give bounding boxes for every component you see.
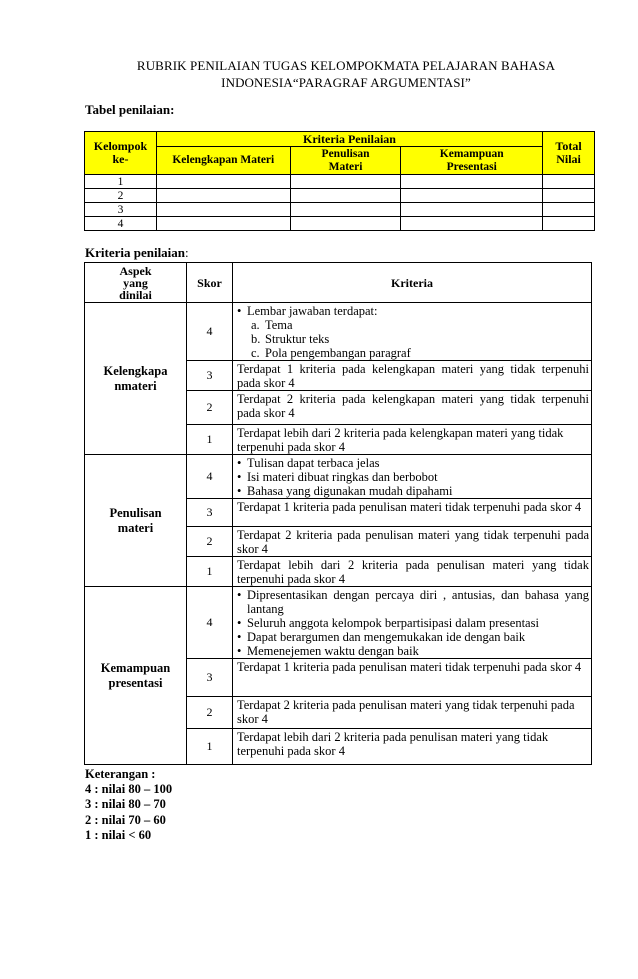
- cell-kemampuan[interactable]: [401, 203, 543, 217]
- table-row: [85, 203, 595, 217]
- kriteria-text: Terdapat 1 kriteria pada kelengkapan materi yang tidak terpenuhi pada skor 4: [233, 361, 592, 391]
- keterangan: [85, 767, 172, 843]
- title-line-1: RUBRIK PENILAIAN TUGAS KELOMPOKMATA PELAJARAN BAHASA: [136, 58, 556, 73]
- kriteria-text: • Lembar jawaban terdapat: a. Tema b. Struktur teks c. Pola pengembangan paragraf: [233, 303, 592, 361]
- aspek-penulisan: Penulisan materi: [85, 455, 187, 587]
- skor-value: 1: [187, 557, 233, 587]
- header-skor: Skor: [187, 263, 233, 303]
- header-kriteria-penilaian: Kriteria Penilaian: [156, 132, 542, 147]
- aspek-kemampuan: Kemampuan presentasi: [85, 587, 187, 765]
- kriteria-text: Terdapat lebih dari 2 kriteria pada penulisan materi yang tidak terpenuhi pada skor 4: [233, 557, 592, 587]
- list-item: 1 : nilai < 60: [85, 827, 152, 842]
- skor-value: 1: [187, 729, 233, 765]
- row-number: 4: [85, 217, 157, 231]
- rubric-row: [85, 303, 592, 361]
- cell-total[interactable]: [543, 175, 595, 189]
- row-number: 3: [85, 203, 157, 217]
- cell-kelengkapan[interactable]: [156, 203, 290, 217]
- kriteria-text: Terdapat 1 kriteria pada penulisan materi tidak terpenuhi pada skor 4: [233, 659, 592, 697]
- skor-value: 4: [187, 303, 233, 361]
- kriteria-text: Terdapat lebih dari 2 kriteria pada penulisan materi yang tidak terpenuhi pada skor 4: [233, 729, 592, 765]
- row-number: 2: [85, 189, 157, 203]
- tabel-penilaian-label: Tabel penilaian:: [85, 102, 175, 117]
- rubric-row: [85, 455, 592, 499]
- cell-kelengkapan[interactable]: [156, 175, 290, 189]
- row-number: 1: [85, 175, 157, 189]
- cell-total[interactable]: [543, 217, 595, 231]
- keterangan-label: Keterangan :: [85, 767, 156, 781]
- skor-value: 3: [187, 659, 233, 697]
- header-aspek: Aspek yang dinilai: [85, 263, 187, 303]
- rubric-row: [85, 587, 592, 659]
- list-item: 3 : nilai 80 – 70: [85, 797, 166, 812]
- table-row: [85, 175, 595, 189]
- table-row: [85, 189, 595, 203]
- header-kelengkapan-materi: Kelengkapan Materi: [156, 147, 290, 175]
- kriteria-text: Terdapat 2 kriteria pada penulisan materi yang tidak terpenuhi pada skor 4: [233, 527, 592, 557]
- cell-total[interactable]: [543, 203, 595, 217]
- kriteria-penilaian-label: Kriteria penilaian:: [85, 245, 189, 260]
- skor-value: 4: [187, 587, 233, 659]
- skor-value: 4: [187, 455, 233, 499]
- kriteria-text: Terdapat 2 kriteria pada kelengkapan materi yang tidak terpenuhi pada skor 4: [233, 391, 592, 425]
- page-title: [96, 57, 596, 91]
- header-kriteria: Kriteria: [233, 263, 592, 303]
- list-item: 2 : nilai 70 – 60: [85, 812, 166, 827]
- cell-kemampuan[interactable]: [401, 175, 543, 189]
- header-kemampuan-presentasi: Kemampuan Presentasi: [401, 147, 543, 175]
- header-kelompok: Kelompok ke-: [85, 132, 157, 175]
- kriteria-text: Terdapat lebih dari 2 kriteria pada kelengkapan materi yang tidak terpenuhi pada skor 4: [233, 425, 592, 455]
- table-row: [85, 217, 595, 231]
- score-table: [84, 131, 595, 231]
- header-total-nilai: Total Nilai: [543, 132, 595, 175]
- cell-kelengkapan[interactable]: [156, 189, 290, 203]
- cell-penulisan[interactable]: [290, 203, 401, 217]
- list-item: 4 : nilai 80 – 100: [85, 782, 173, 797]
- rubric-table: [84, 262, 592, 765]
- skor-value: 2: [187, 697, 233, 729]
- skor-value: 3: [187, 499, 233, 527]
- cell-total[interactable]: [543, 189, 595, 203]
- cell-kelengkapan[interactable]: [156, 217, 290, 231]
- cell-penulisan[interactable]: [290, 217, 401, 231]
- kriteria-text: Terdapat 1 kriteria pada penulisan materi tidak terpenuhi pada skor 4: [233, 499, 592, 527]
- skor-value: 2: [187, 527, 233, 557]
- kriteria-text: • Tulisan dapat terbaca jelas • Isi materi dibuat ringkas dan berbobot • Bahasa yang digunakan mudah dipahami: [233, 455, 592, 499]
- title-line-2: INDONESIA“PARAGRAF ARGUMENTASI”: [221, 75, 471, 90]
- kriteria-text: Terdapat 2 kriteria pada penulisan materi yang tidak terpenuhi pada skor 4: [233, 697, 592, 729]
- cell-kemampuan[interactable]: [401, 217, 543, 231]
- aspek-kelengkapan: Kelengkapa nmateri: [85, 303, 187, 455]
- cell-penulisan[interactable]: [290, 175, 401, 189]
- skor-value: 1: [187, 425, 233, 455]
- cell-penulisan[interactable]: [290, 189, 401, 203]
- header-penulisan-materi: Penulisan Materi: [290, 147, 401, 175]
- cell-kemampuan[interactable]: [401, 189, 543, 203]
- skor-value: 2: [187, 391, 233, 425]
- skor-value: 3: [187, 361, 233, 391]
- kriteria-text: • Dipresentasikan dengan percaya diri , antusias, dan bahasa yang lantang • Seluruh anggota kelompok berpartisipasi dalam presentasi • Dapat berargumen dan mengemukakan ide dengan baik • Memenejemen waktu dengan baik: [233, 587, 592, 659]
